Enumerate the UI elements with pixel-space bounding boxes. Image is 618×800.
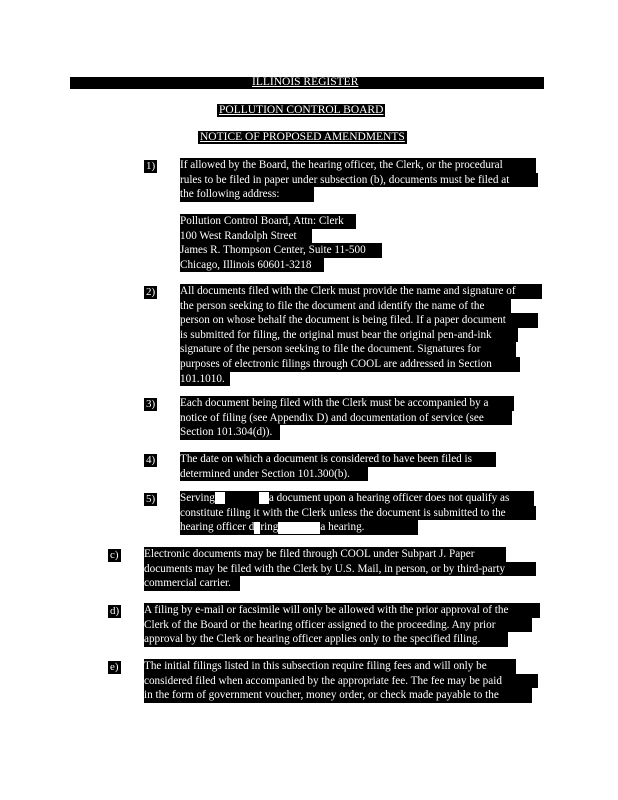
- board-title: POLLUTION CONTROL BOARD: [219, 104, 384, 116]
- redaction-gap: [306, 522, 316, 534]
- item-2-text: All documents filed with the Clerk must provide the name and signature of the person seeking to file the document and identify the name of the person on whose behalf the document is being filed. If a paper document is submitted for filing, the original must bear the original pen-and-ink signature of the person seeking to file the document. Signatures for purposes of electronic filings through COOL are addressed in Section 101.1010.: [180, 284, 542, 386]
- item-c-text: Electronic documents may be filed through COOL under Subpart J. Paper documents may be filed with the Clerk by U.S. Mail, in person, or by third-party commercial carrier.: [144, 547, 536, 591]
- item-marker-4: 4): [146, 454, 156, 466]
- item-1-text: If allowed by the Board, the hearing officer, the Clerk, or the procedural rules to be filed in paper under subsection (b), documents must be filed at the following address:: [180, 158, 538, 202]
- item-marker-2: 2): [146, 286, 156, 298]
- item-marker-e: e): [110, 661, 119, 673]
- item-3-text: Each document being filed with the Clerk must be accompanied by a notice of filing (see Appendix D) and documentation of service (see Section 101.304(d)).: [180, 396, 514, 440]
- item-4-text: The date on which a document is considered to have been filed is determined under Section 101.300(b).: [180, 452, 496, 481]
- item-marker-3: 3): [146, 398, 156, 410]
- item-marker-5: 5): [146, 493, 156, 505]
- item-e-text: The initial filings listed in this subsection require filing fees and will only be considered filed when accompanied by the appropriate fee. The fee may be paid in the form of government voucher, money order, or check made payable to the: [144, 659, 538, 703]
- struck-text-mark: [225, 497, 259, 500]
- register-title: ILLINOIS REGISTER: [252, 76, 359, 88]
- redaction-gap: [259, 492, 269, 504]
- item-marker-1: 1): [146, 160, 156, 172]
- item-5-text: Serving a document upon a hearing officer does not qualify as constitute filing it with the Clerk unless the document is submitted to the hearing officer d ring a hearing.: [180, 491, 536, 535]
- clerk-address: Pollution Control Board, Attn: Clerk 100 West Randolph Street James R. Thompson Center, Suite 11-500 Chicago, Illinois 60601-3218: [180, 214, 382, 272]
- item-marker-c: c): [110, 549, 119, 561]
- item-marker-d: d): [110, 605, 120, 617]
- redaction-gap: [278, 522, 306, 534]
- notice-title: NOTICE OF PROPOSED AMENDMENTS: [200, 131, 405, 143]
- redaction-gap: [215, 492, 225, 504]
- item-d-text: A filing by e-mail or facsimile will only be allowed with the prior approval of the Clerk of the Board or the hearing officer assigned to the proceeding. Any prior approval by the Clerk or hearing officer applies only to the specified filing.: [144, 603, 540, 647]
